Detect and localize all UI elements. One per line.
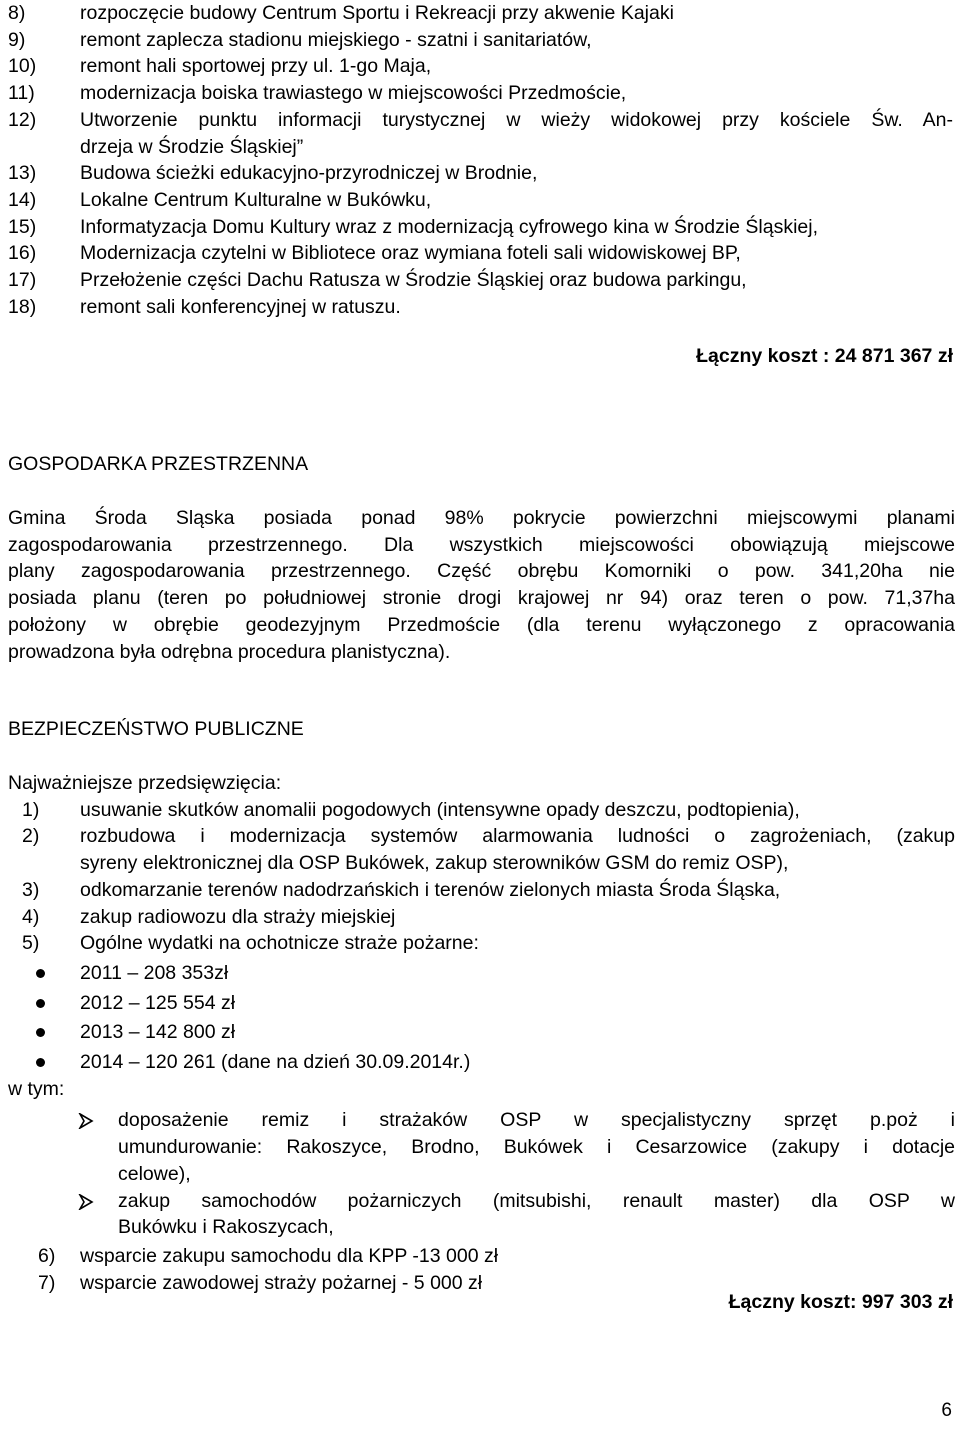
- item-number: 1): [22, 798, 40, 821]
- list-item: [8, 160, 953, 187]
- item-text: wsparcie zakupu samochodu dla KPP -13 000 zł: [80, 1244, 499, 1267]
- arrow-item-text: celowe),: [118, 1162, 191, 1185]
- bullet-dot-icon: [36, 1058, 45, 1067]
- paragraph-line: położony w obrębie geodezyjnym Przedmoście (dla terenu wyłączonego z opracowania: [8, 613, 955, 636]
- bullet-text: 2013 – 142 800 zł: [80, 1021, 236, 1044]
- bullet-item: [8, 1019, 955, 1046]
- item-number: 8): [8, 2, 26, 24]
- item-text: Modernizacja czytelni w Bibliotece oraz wymiana foteli sali widowiskowej BP,: [80, 242, 741, 265]
- public-safety-list: [8, 770, 955, 1296]
- bullet-dot-icon: [36, 999, 45, 1008]
- arrow-item-text: doposażenie remiz i strażaków OSP w specjalistyczny sprzęt p.poż i: [118, 1109, 955, 1132]
- item-text: Informatyzacja Domu Kultury wraz z modernizacją cyfrowego kina w Środzie Śląskiej,: [80, 215, 819, 238]
- spatial-planning-paragraph: [8, 505, 955, 665]
- list-item: [8, 214, 953, 241]
- item-number: 2): [22, 825, 40, 848]
- item-text: zakup radiowozu dla straży miejskiej: [80, 905, 396, 928]
- item-text: remont zaplecza stadionu miejskiego - szatni i sanitariatów,: [80, 28, 592, 51]
- item-number: 3): [22, 878, 40, 901]
- list-item: [8, 53, 953, 80]
- list-intro: Najważniejsze przedsięwzięcia:: [8, 772, 282, 794]
- item-number: 6): [38, 1244, 56, 1267]
- investment-list: [8, 0, 953, 320]
- paragraph-line: plany zagospodarowania przestrzennego. Część obrębu Komorniki o pow. 341,20ha nie: [8, 560, 955, 583]
- list-item: [8, 294, 953, 321]
- item-number: 9): [8, 28, 26, 51]
- item-number: 10): [8, 55, 37, 78]
- item-text: usuwanie skutków anomalii pogodowych (intensywne opady deszczu, podtopienia),: [80, 798, 800, 821]
- total-cost-2: Łączny koszt: 997 303 zł: [728, 1291, 953, 1313]
- list-item: [8, 240, 953, 267]
- list-item: [8, 797, 955, 824]
- paragraph-line: prowadzona była odrębna procedura planistyczna).: [8, 640, 451, 663]
- item-text-continued: syreny elektronicznej dla OSP Bukówek, zakup sterowników GSM do remiz OSP),: [80, 852, 789, 875]
- arrow-item-text: umundurowanie: Rakoszyce, Brodno, Bukówek i Cesarzowice (zakupy i dotacje: [118, 1136, 955, 1159]
- list-item: [8, 267, 953, 294]
- list-item: [8, 1243, 955, 1270]
- list-item: [8, 107, 953, 160]
- bullet-item: [8, 990, 955, 1017]
- item-number: 13): [8, 162, 37, 185]
- item-text: wsparcie zawodowej straży pożarnej - 5 000 zł: [80, 1271, 483, 1294]
- item-number: 17): [8, 269, 37, 292]
- item-text: modernizacja boiska trawiastego w miejscowości Przedmoście,: [80, 82, 627, 105]
- arrowhead-bullet-icon: [78, 1113, 94, 1129]
- list-item: [8, 0, 953, 27]
- item-number: 12): [8, 108, 37, 131]
- item-text: rozpoczęcie budowy Centrum Sportu i Rekreacji przy akwenie Kajaki: [80, 2, 674, 24]
- list-item: [8, 80, 953, 107]
- item-number: 16): [8, 242, 37, 265]
- list-item: [8, 904, 955, 931]
- item-number: 15): [8, 215, 37, 238]
- arrow-item: [8, 1188, 955, 1241]
- item-number: 18): [8, 295, 37, 318]
- item-text: odkomarzanie terenów nadodrzańskich i terenów zielonych miasta Środa Śląska,: [80, 878, 781, 901]
- item-text: Przełożenie części Dachu Ratusza w Środzie Śląskiej oraz budowa parkingu,: [80, 269, 747, 292]
- item-text: Lokalne Centrum Kulturalne w Bukówku,: [80, 188, 432, 211]
- bullet-text: 2014 – 120 261 (dane na dzień 30.09.2014r.): [80, 1051, 471, 1074]
- item-text: remont sali konferencyjnej w ratuszu.: [80, 295, 401, 318]
- item-text: rozbudowa i modernizacja systemów alarmowania ludności o zagrożeniach, (zakup: [80, 825, 955, 848]
- w-tym-label: w tym:: [8, 1077, 65, 1100]
- section-heading-spatial-planning: GOSPODARKA PRZESTRZENNA: [8, 453, 309, 475]
- item-number: 5): [22, 932, 40, 955]
- item-text-continued: drzeja w Środzie Śląskiej”: [80, 135, 304, 158]
- bullet-text: 2011 – 208 353zł: [80, 961, 229, 984]
- bullet-item: [8, 1049, 955, 1076]
- list-item: [8, 930, 955, 957]
- list-item: [8, 877, 955, 904]
- bullet-text: 2012 – 125 554 zł: [80, 991, 236, 1014]
- item-number: 11): [8, 82, 35, 105]
- item-number: 4): [22, 905, 40, 928]
- arrow-item-text: zakup samochodów pożarniczych (mitsubishi, renault master) dla OSP w: [118, 1189, 955, 1212]
- paragraph-line: posiada planu (teren po południowej stronie drogi krajowej nr 94) oraz teren o pow. 71,37ha: [8, 587, 955, 610]
- item-text: Ogólne wydatki na ochotnicze straże pożarne:: [80, 932, 479, 955]
- paragraph-line: Gmina Środa Sląska posiada ponad 98% pokrycie powierzchni miejscowymi planami: [8, 507, 955, 529]
- list-item: [8, 823, 955, 876]
- arrow-item: [8, 1107, 955, 1187]
- section-heading-public-safety: BEZPIECZEŃSTWO PUBLICZNE: [8, 718, 304, 740]
- item-text: Utworzenie punktu informacji turystycznej w wieży widokowej przy kościele Św. An-: [80, 108, 953, 131]
- item-text: Budowa ścieżki edukacyjno-przyrodniczej w Brodnie,: [80, 162, 538, 185]
- list-item: [8, 187, 953, 214]
- paragraph-line: zagospodarowania przestrzennego. Dla wszystkich miejscowości obowiązują miejscowe: [8, 533, 955, 556]
- total-cost-1: Łączny koszt : 24 871 367 zł: [696, 345, 953, 367]
- bullet-dot-icon: [36, 1028, 45, 1037]
- bullet-dot-icon: [36, 969, 45, 978]
- arrow-item-text: Bukówku i Rakoszycach,: [118, 1216, 334, 1239]
- bullet-item: [8, 960, 955, 987]
- page-number: 6: [941, 1400, 952, 1421]
- item-number: 7): [38, 1271, 56, 1294]
- item-number: 14): [8, 188, 37, 211]
- item-text: remont hali sportowej przy ul. 1-go Maja,: [80, 55, 432, 78]
- list-item: [8, 27, 953, 54]
- arrowhead-bullet-icon: [78, 1194, 94, 1210]
